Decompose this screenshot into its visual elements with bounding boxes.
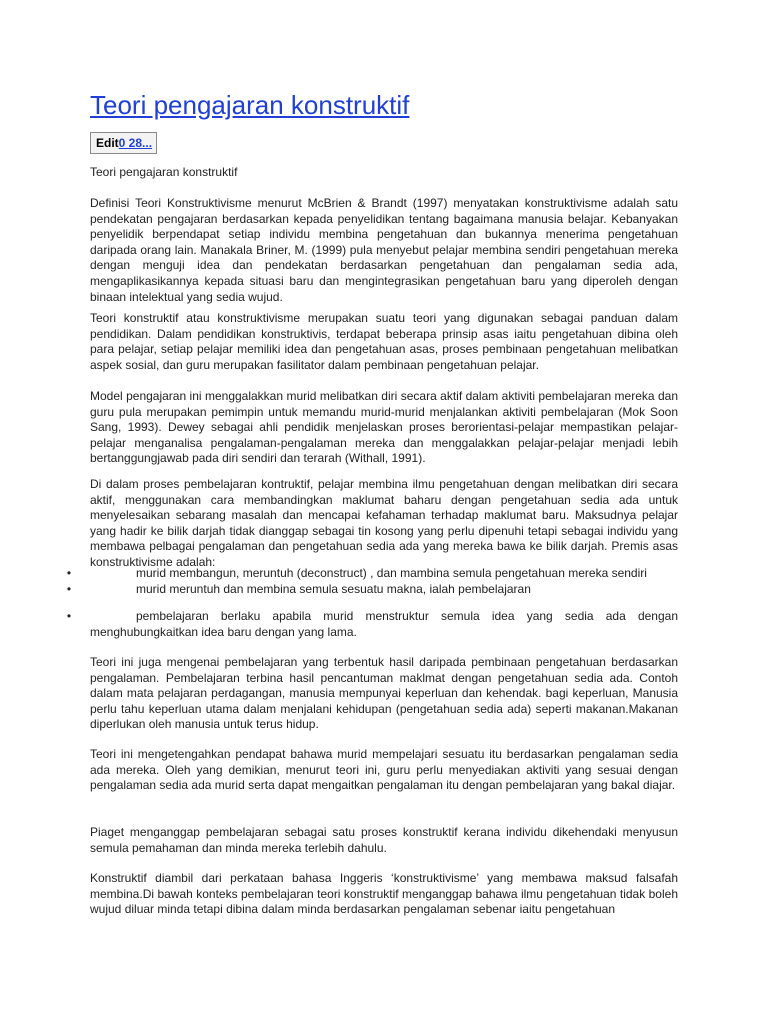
list-item-text: pembelajaran berlaku apabila murid menstruktur semula idea yang sedia ada dengan menghubungkaitkan idea baru dengan yang lama. — [90, 609, 678, 639]
list-item-text: murid meruntuh dan membina semula sesuatu makna, ialah pembelajaran — [136, 582, 531, 596]
bullet-icon: • — [66, 582, 72, 596]
paragraph-process: Di dalam proses pembelajaran kontruktif, pelajar membina ilmu pengetahuan dengan melibatkan diri secara aktif, menggunakan cara membandingkan maklumat baharu dengan pengetahuan sedia ada untuk menyelesaikan sebarang masalah dan mencapai kefahaman terhadap maklumat baru. Maksudnya pelajar yang hadir ke bilik darjah tidak dianggap sebagai tin kosong yang perlu dipenuhi tetapi sebagai individu yang membawa pelbagai pengalaman dan pengetahuan sedia ada yang mereka bawa ke bilik darjah. Premis asas konstruktivisme adalah: — [90, 477, 678, 569]
document-title[interactable]: Teori pengajaran konstruktif — [90, 90, 410, 120]
paragraph-prior-knowledge: Teori ini mengetengahkan pendapat bahawa murid mempelajari sesuatu itu berdasarkan pengalaman sedia ada mereka. Oleh yang demikian, menurut teori ini, guru perlu menyediakan aktiviti yang sesuai dengan pengalaman sedia ada murid serta dapat mengaitkan pengalaman itu dengan pembelajaran yang bakal diajar. — [90, 747, 678, 793]
list-item-text: murid membangun, meruntuh (deconstruct) , dan mambina semula pengetahuan mereka sendiri — [136, 566, 647, 580]
bullet-icon: • — [66, 566, 72, 580]
edit-revision-link[interactable]: 0 28... — [118, 136, 153, 150]
paragraph-etymology: Konstruktif diambil dari perkataan bahasa Inggeris ‘konstruktivisme’ yang membawa maksud falsafah membina.Di bawah konteks pembelajaran teori konstruktif menganggap bahawa ilmu pengetahuan tidak boleh wujud diluar minda tetapi dibina dalam minda berdasarkan pengalaman sebenar iaitu pengetahuan — [90, 871, 678, 917]
paragraph-definition: Definisi Teori Konstruktivisme menurut McBrien & Brandt (1997) menyatakan konstruktivisme adalah satu pendekatan pengajaran berdasarkan kepada penyelidikan tentang bagaimana manusia belajar. Kebanyakan penyelidik berpendapat setiap individu membina pengetahuan dan bukannya menerima pengetahuan daripada orang lain. Manakala Briner, M. (1999) pula menyebut pelajar membina sendiri pengetahuan mereka dengan menguji idea dan pendekatan berdasarkan pengetahuan dan pengalaman sedia ada, mengaplikasikannya kepada situasi baru dan mengintegrasikan pengetahuan baru yang diperoleh dengan binaan intelektual yang sedia wujud. — [90, 196, 678, 304]
edit-toolbar — [90, 132, 157, 154]
paragraph-theory: Teori konstruktif atau konstruktivisme merupakan suatu teori yang digunakan sebagai panduan dalam pendidikan. Dalam pendidikan konstruktivis, terdapat beberapa prinsip asas iaitu pengetahuan dibina oleh para pelajar, setiap pelajar memiliki idea dan pengetahuan asas, proses pembinaan pengetahuan melibatkan aspek sosial, dan guru merupakan fasilitator dalam pembinaan pengetahuan pelajar. — [90, 311, 678, 372]
paragraph-experience: Teori ini juga mengenai pembelajaran yang terbentuk hasil daripada pembinaan pengetahuan berdasarkan pengalaman. Pembelajaran terbina hasil pencantuman maklmat dengan pengetahuan sedia ada. Contoh dalam mata pelajaran perdagangan, manusia mempunyai keperluan dan kehendak. bagi keperluan, Manusia perlu tahu keperluan utama dalam menjalani kehidupan (pengetahuan sedia ada) seperti makanan.Makanan diperlukan oleh manusia untuk terus hidup. — [90, 655, 678, 732]
paragraph-model: Model pengajaran ini menggalakkan murid melibatkan diri secara aktif dalam aktiviti pembelajaran mereka dan guru pula merupakan pemimpin untuk memandu murid-murid menjalankan aktiviti pembelajaran (Mok Soon Sang, 1993). Dewey sebagai ahli pendidik menjelaskan proses berorientasi-pelajar mempastikan pelajar-pelajar menganalisa pengalaman-pengalaman mereka dan menggalakkan pelajar-pelajar menjadi lebih bertanggungjawab pada diri sendiri dan terarah (Withall, 1991). — [90, 389, 678, 466]
edit-button[interactable]: Edit — [96, 136, 119, 150]
bullet-icon: • — [66, 609, 72, 623]
document-subtitle: Teori pengajaran konstruktif — [90, 165, 238, 179]
paragraph-piaget: Piaget menganggap pembelajaran sebagai satu proses konstruktif kerana individu dikehendaki menyusun semula pemahaman dan minda mereka terlebih dahulu. — [90, 825, 678, 855]
